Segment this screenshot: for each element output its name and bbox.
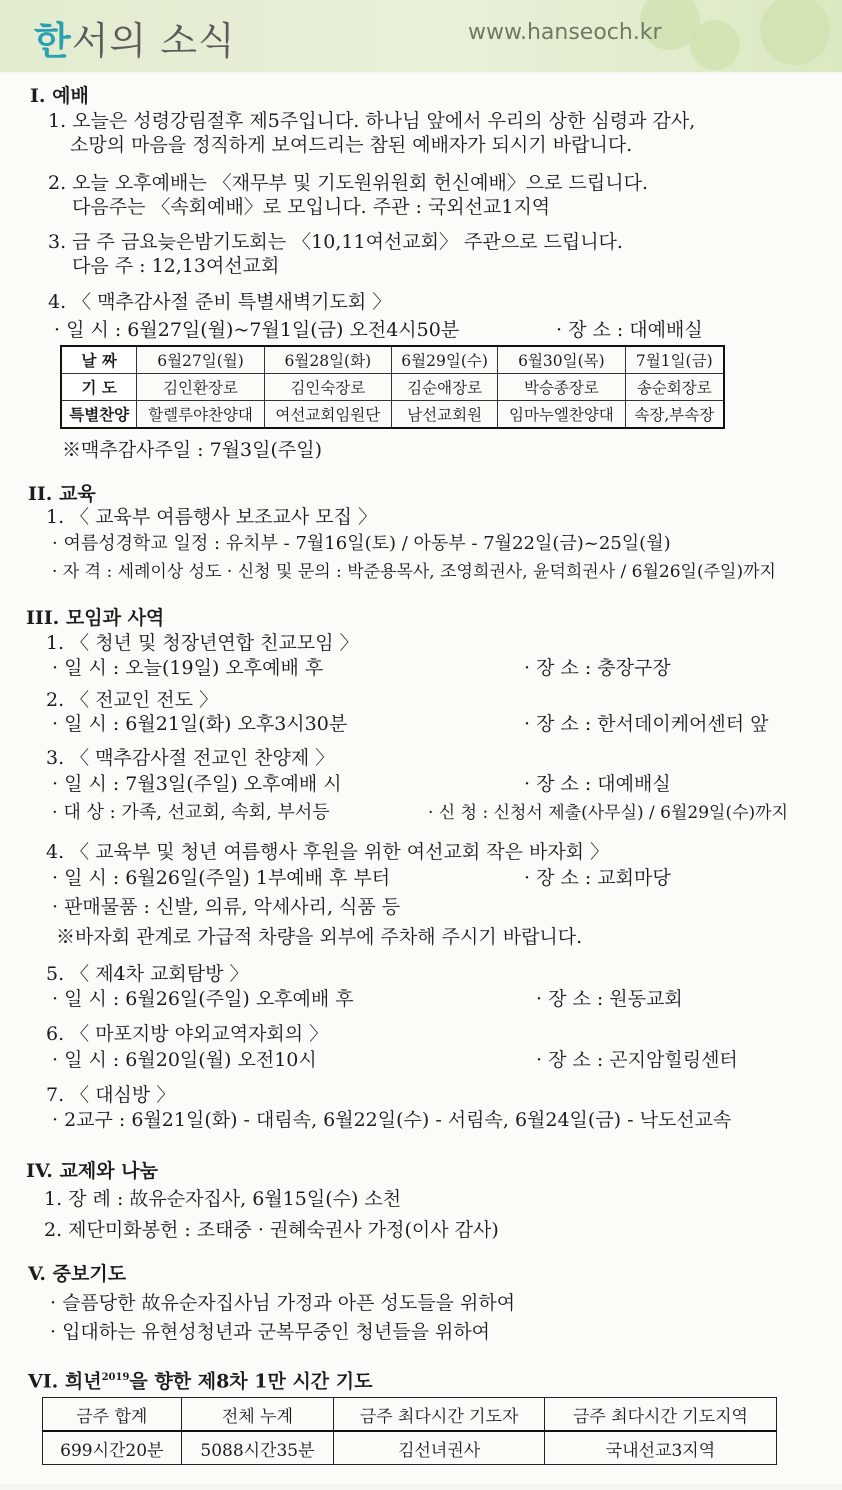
worship-item-2-cont: 다음주는 〈속회예배〉로 모입니다. 주관 : 국외선교1지역 xyxy=(72,196,551,218)
table-cell: 금주 합계 xyxy=(43,1398,182,1432)
meeting-3-target: · 대 상 : 가족, 선교회, 속회, 부서등 xyxy=(52,802,330,823)
page-title: 한서의 소식 xyxy=(34,19,236,63)
meeting-5-time: · 일 시 : 6월26일(주일) 오후예배 후 xyxy=(52,988,354,1010)
dawn-prayer-place: · 장 소 : 대예배실 xyxy=(556,319,703,341)
worship-item-4: 4. 〈 맥추감사절 준비 특별새벽기도회 〉 xyxy=(48,291,392,313)
table-row xyxy=(61,401,724,429)
meeting-4-place: · 장 소 : 교회마당 xyxy=(524,867,671,889)
section-prayer-heading: VI. 희년$^{2019}$을 향한 제8차 1만 시간 기도 xyxy=(28,1370,373,1393)
clover-decoration xyxy=(690,20,740,70)
meeting-1-title: 1. 〈 청년 및 청장년연합 친교모임 〉 xyxy=(46,632,359,654)
meeting-1-place: · 장 소 : 충장구장 xyxy=(524,657,671,679)
education-schedule: · 여름성경학교 일정 : 유치부 - 7월16일(토) / 아동부 - 7월22일(금)~25일(월) xyxy=(52,533,671,554)
table-cell: 김인환장로 xyxy=(137,374,264,401)
table-cell: 남선교회원 xyxy=(392,401,498,429)
section-fellowship-heading: IV. 교제와 나눔 xyxy=(26,1160,158,1182)
section-worship-heading: I. 예배 xyxy=(30,85,89,107)
table-cell: 특별찬양 xyxy=(61,401,137,429)
table-cell: 6월29일(수) xyxy=(392,346,498,374)
table-row xyxy=(61,374,724,401)
meeting-3-time: · 일 시 : 7월3일(주일) 오후예배 시 xyxy=(52,773,342,795)
meeting-5-place: · 장 소 : 원동교회 xyxy=(536,988,683,1010)
dawn-prayer-schedule-table xyxy=(60,345,725,429)
worship-item-1: 1. 오늘은 성령강림절후 제5주입니다. 하나님 앞에서 우리의 상한 심령과 감사, xyxy=(48,110,696,132)
table-cell: 여선교회임원단 xyxy=(264,401,391,429)
table-cell: 기 도 xyxy=(61,374,137,401)
meeting-4-title: 4. 〈 교육부 및 청년 여름행사 후원을 위한 여선교회 작은 바자회 〉 xyxy=(46,841,610,863)
table-cell: 국내선교3지역 xyxy=(544,1431,776,1465)
prayer-hours-table xyxy=(42,1397,777,1465)
fellowship-item-2: 2. 제단미화봉헌 : 조태중 · 권혜숙권사 가정(이사 감사) xyxy=(44,1219,499,1241)
table-row xyxy=(61,346,724,374)
table-cell: 임마누엘찬양대 xyxy=(498,401,625,429)
meeting-3-title: 3. 〈 맥추감사절 전교인 찬양제 〉 xyxy=(46,747,335,769)
clover-decoration xyxy=(760,0,830,65)
meeting-7-title: 7. 〈 대심방 〉 xyxy=(46,1084,176,1106)
header-banner xyxy=(0,0,842,72)
dawn-prayer-time: · 일 시 : 6월27일(월)~7월1일(금) 오전4시50분 xyxy=(54,319,460,341)
website-url[interactable]: www.hanseoch.kr xyxy=(468,20,662,45)
worship-item-2: 2. 오늘 오후예배는 〈재무부 및 기도원위원회 헌신예배〉으로 드립니다. xyxy=(48,172,649,194)
table-cell: 5088시간35분 xyxy=(181,1431,334,1465)
meeting-6-place: · 장 소 : 곤지암힐링센터 xyxy=(536,1049,738,1071)
meeting-6-time: · 일 시 : 6월20일(월) 오전10시 xyxy=(52,1049,317,1071)
fellowship-item-1: 1. 장 례 : 故유순자집사, 6월15일(수) 소천 xyxy=(44,1188,402,1210)
meeting-2-place: · 장 소 : 한서데이케어센터 앞 xyxy=(524,713,769,735)
worship-item-3: 3. 금 주 금요늦은밤기도회는 〈10,11여선교회〉 주관으로 드립니다. xyxy=(48,231,623,253)
intercession-item-2: · 입대하는 유현성청년과 군복무중인 청년들을 위하여 xyxy=(50,1321,491,1343)
meeting-2-time: · 일 시 : 6월21일(화) 오후3시30분 xyxy=(52,713,348,735)
meeting-4-time: · 일 시 : 6월26일(주일) 1부예배 후 부터 xyxy=(52,867,391,889)
table-cell: 금주 최다시간 기도자 xyxy=(334,1398,545,1432)
table-row xyxy=(43,1398,777,1432)
table-row xyxy=(43,1431,777,1465)
table-cell: 금주 최다시간 기도지역 xyxy=(544,1398,776,1432)
table-cell: 속장,부속장 xyxy=(625,401,724,429)
meeting-6-title: 6. 〈 마포지방 야외교역자회의 〉 xyxy=(46,1023,329,1045)
table-cell: 6월27일(월) xyxy=(137,346,264,374)
table-cell: 할렐루야찬양대 xyxy=(137,401,264,429)
table-cell: 김인숙장로 xyxy=(264,374,391,401)
education-item-1: 1. 〈 교육부 여름행사 보조교사 모집 〉 xyxy=(46,506,377,528)
table-cell: 김순애장로 xyxy=(392,374,498,401)
meeting-1-time: · 일 시 : 오늘(19일) 오후예배 후 xyxy=(52,657,324,679)
meeting-7-detail: · 2교구 : 6월21일(화) - 대림속, 6월22일(수) - 서림속, 6월24일(금) - 낙도선교속 xyxy=(52,1109,732,1131)
table-cell: 김선녀권사 xyxy=(334,1431,545,1465)
section-meetings-heading: III. 모임과 사역 xyxy=(26,607,165,629)
table-cell: 6월28일(화) xyxy=(264,346,391,374)
worship-item-3-cont: 다음 주 : 12,13여선교회 xyxy=(72,255,280,277)
thanksgiving-note: ※맥추감사주일 : 7월3일(주일) xyxy=(62,439,323,461)
table-cell: 699시간20분 xyxy=(43,1431,182,1465)
meeting-3-apply: · 신 청 : 신청서 제출(사무실) / 6월29일(수)까지 xyxy=(428,803,788,823)
intercession-item-1: · 슬픔당한 故유순자집사님 가정과 아픈 성도들을 위하여 xyxy=(50,1292,516,1314)
section-education-heading: II. 교육 xyxy=(28,483,96,505)
table-cell: 날 짜 xyxy=(61,346,137,374)
table-cell: 박승종장로 xyxy=(498,374,625,401)
meeting-5-title: 5. 〈 제4차 교회탐방 〉 xyxy=(46,963,249,985)
section-intercession-heading: V. 중보기도 xyxy=(28,1263,127,1285)
meeting-4-note: ※바자회 관계로 가급적 차량을 외부에 주차해 주시기 바랍니다. xyxy=(56,926,583,948)
meeting-2-title: 2. 〈 전교인 전도 〉 xyxy=(46,689,219,711)
table-cell: 전체 누계 xyxy=(181,1398,334,1432)
worship-item-1-cont: 소망의 마음을 정직하게 보여드리는 참된 예배자가 되시기 바랍니다. xyxy=(70,134,633,156)
education-qualification: · 자 격 : 세례이상 성도 · 신청 및 문의 : 박준용목사, 조영희권사, 윤덕희권사 / 6월26일(주일)까지 xyxy=(52,562,776,582)
table-cell: 송순회장로 xyxy=(625,374,724,401)
meeting-4-items: · 판매물품 : 신발, 의류, 악세사리, 식품 등 xyxy=(52,896,401,918)
table-cell: 7월1일(금) xyxy=(625,346,724,374)
table-cell: 6월30일(목) xyxy=(498,346,625,374)
meeting-3-place: · 장 소 : 대예배실 xyxy=(524,773,671,795)
